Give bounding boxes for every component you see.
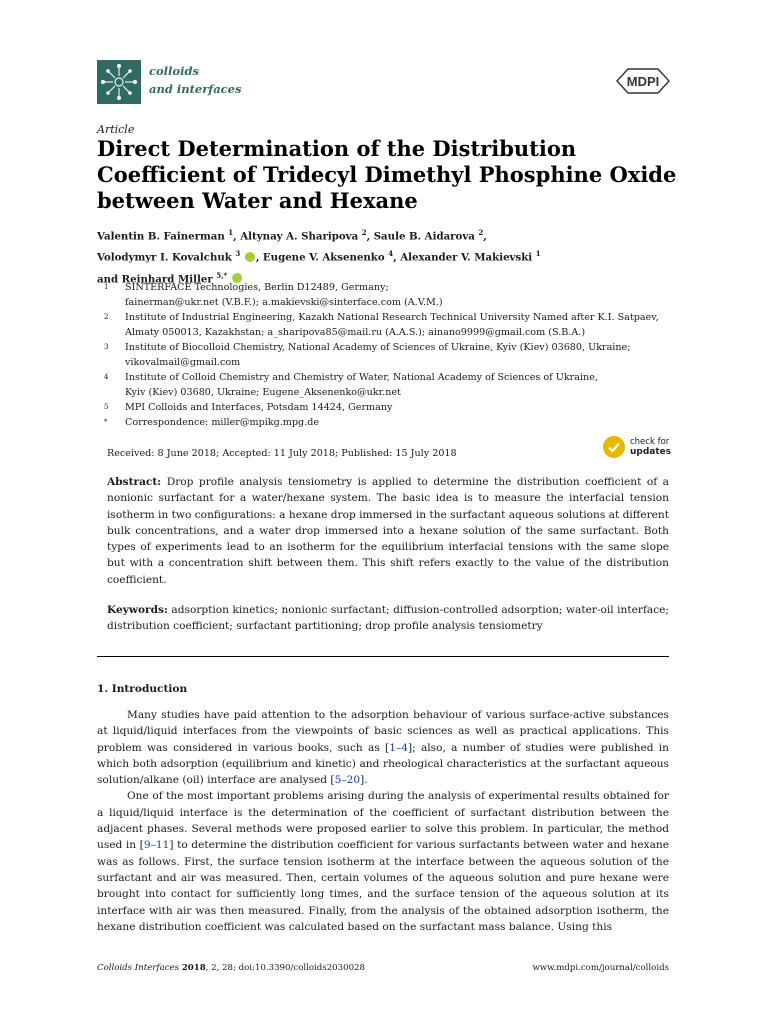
- affiliation-list: [104, 280, 674, 430]
- affiliation-text: [125, 415, 674, 430]
- paper-title: Direct Determination of the Distribution Coefficient of Tridecyl Dimethyl Phosphine Oxide between Water and Hexane: [97, 136, 677, 213]
- journal-name-line1: colloids: [149, 64, 199, 78]
- journal-logo: [97, 60, 141, 104]
- author-separator: ,: [393, 251, 401, 264]
- author-separator: ,: [366, 230, 374, 243]
- author-affiliation-marker: 2: [361, 228, 367, 237]
- paragraph-text: ]; also, a number of studies were published in which both adsorption (equilibrium and kinetic) and rheological characteristics at the surfactant aqueous solution/alkane (oil) interface are analysed [: [97, 741, 669, 787]
- check-updates-label: [630, 437, 671, 457]
- author-affiliation-marker: 2: [478, 228, 484, 237]
- footer-url[interactable]: www.mdpi.com/journal/colloids: [532, 963, 669, 973]
- affiliation-number: 5: [104, 403, 109, 411]
- abstract-text: Drop profile analysis tensiometry is applied to determine the distribution coefficient of a nonionic surfactant for a water/hexane system. The basic idea is to measure the interfacial tension isotherm in two configurations: a hexane drop immersed in the surfactant aqueous solutions at different bulk concentrations, and a water drop immersed into a hexane solution of the same surfactant. Both types of experiments lead to an isotherm for the equilibrium interfacial tensions with the same slope but with a concentration shift between them. This shift refers exactly to the value of the distribution coefficient.: [107, 476, 669, 586]
- affiliation-number: *: [104, 418, 108, 426]
- affiliation-line: Kyiv (Kiev) 03680, Ukraine; Eugene_Aksenenko@ukr.net: [125, 387, 401, 398]
- author-affiliation-marker: 3: [235, 249, 241, 259]
- affiliation-item: [104, 400, 674, 415]
- check-updates-line1: check for: [630, 437, 670, 447]
- affiliation-line: MPI Colloids and Interfaces, Potsdam 14424, Germany: [125, 402, 393, 413]
- article-type: Article: [97, 123, 135, 136]
- paragraph-text: One of the most important problems arising during the analysis of experimental results obtained for a liquid/liquid interface is the determination of the coefficient of surfactant distribution between the adjacent phases. Several methods were proposed earlier to solve this problem. In particular, the method used in [: [97, 790, 669, 852]
- affiliation-line: fainerman@ukr.net (V.B.F.); a.makievski@sinterface.com (A.V.M.): [125, 297, 443, 308]
- author-list: [97, 224, 677, 288]
- mdpi-logo: [616, 68, 670, 98]
- abstract-label: Abstract:: [107, 476, 162, 488]
- affiliation-item: [104, 340, 674, 370]
- footer-doi: , 2, 28; doi:10.3390/colloids2030028: [205, 963, 365, 973]
- author-affiliation-marker: 1: [228, 228, 234, 237]
- affiliation-text: [125, 280, 674, 310]
- keywords-label: Keywords:: [107, 604, 168, 616]
- citation-link[interactable]: 1–4: [389, 741, 408, 754]
- affiliation-text: [125, 310, 674, 340]
- affiliation-line: Almaty 050013, Kazakhstan; a_sharipova85@mail.ru (A.A.S.); ainano9999@gmail.com (S.B.A.): [125, 327, 586, 338]
- affiliation-item: [104, 415, 674, 430]
- section-divider: [97, 656, 669, 657]
- affiliation-line: vikovalmail@gmail.com: [125, 357, 241, 368]
- paragraph-text: Many studies have paid attention to the adsorption behaviour of various surface-active substances at liquid/liquid interfaces from the viewpoints of basic sciences as well as practical applications. This problem was considered in various books, such as [: [97, 709, 669, 754]
- affiliation-number: 4: [104, 373, 109, 381]
- affiliation-text: [125, 400, 674, 415]
- check-updates-icon: [603, 436, 625, 458]
- author-name: Eugene V. Aksenenko: [262, 251, 385, 264]
- author-affiliation-marker: 1: [535, 249, 541, 259]
- author-name: Alexander V. Makievski: [400, 251, 533, 264]
- author-name: Volodymyr I. Kovalchuk: [97, 251, 232, 264]
- affiliation-number: 3: [104, 343, 109, 351]
- affiliation-line: Institute of Biocolloid Chemistry, National Academy of Sciences of Ukraine, Kyiv (Kiev) 03680, Ukraine;: [125, 342, 631, 353]
- footer-citation: [97, 963, 365, 973]
- author-separator: ,: [233, 230, 241, 243]
- body-paragraph: [97, 707, 669, 788]
- check-for-updates-button[interactable]: [603, 436, 673, 460]
- author-name: and Reinhard Miller: [97, 273, 213, 286]
- keywords-text: adsorption kinetics; nonionic surfactant; diffusion-controlled adsorption; water-oil interface; distribution coefficient; surfactant partitioning; drop profile analysis tensiometry: [107, 604, 669, 633]
- affiliation-item: [104, 280, 674, 310]
- author-separator: ,: [255, 251, 263, 264]
- author-name: Altynay A. Sharipova: [240, 230, 359, 243]
- affiliation-line: Institute of Colloid Chemistry and Chemistry of Water, National Academy of Sciences of Ukraine,: [125, 372, 598, 383]
- keywords: [107, 602, 669, 635]
- affiliation-number: 1: [104, 283, 109, 291]
- author-separator: ,: [483, 230, 487, 243]
- mdpi-logo-text: MDPI: [626, 74, 660, 89]
- journal-name-line2: and interfaces: [149, 82, 242, 96]
- citation-link[interactable]: 5–20: [334, 774, 361, 787]
- affiliation-number: 2: [104, 313, 109, 321]
- check-updates-line2: updates: [630, 447, 672, 457]
- citation-link[interactable]: 9–11: [143, 839, 170, 852]
- author-name: Saule B. Aidarova: [373, 230, 475, 243]
- footer-year: 2018: [181, 963, 206, 973]
- body-paragraph: [97, 788, 669, 935]
- affiliation-text: [125, 370, 674, 400]
- author-affiliation-marker: 4: [388, 249, 394, 259]
- affiliation-line: SINTERFACE Technologies, Berlin D12489, Germany;: [125, 282, 389, 293]
- affiliation-line: Correspondence: miller@mpikg.mpg.de: [125, 417, 320, 428]
- paragraph-text: ] to determine the distribution coefficient for various surfactants between water and hexane was as follows. First, the surface tension isotherm at the interface between the aqueous solution of the surfactant and air was measured. Then, certain volumes of the aqueous solution and pure hexane were brought into contact for sufficiently long times, and the surface tension of the aqueous solution at its interface with air was then measured. Finally, from the analysis of the obtained adsorption isotherm, the hexane distribution coefficient was calculated based on the surfactant mass balance. Using this: [97, 839, 669, 933]
- affiliation-line: Institute of Industrial Engineering, Kazakh National Research Technical University Named after K.I. Satpaev,: [125, 312, 659, 323]
- affiliation-item: [104, 370, 674, 400]
- body-text: [97, 707, 669, 935]
- orcid-icon[interactable]: [245, 252, 255, 262]
- affiliation-text: [125, 340, 674, 370]
- affiliation-item: [104, 310, 674, 340]
- footer-journal: Colloids Interfaces: [97, 963, 180, 973]
- journal-name: [149, 62, 241, 98]
- abstract: [107, 474, 669, 588]
- publication-dates: Received: 8 June 2018; Accepted: 11 July 2018; Published: 15 July 2018: [107, 448, 457, 459]
- author-name: Valentin B. Fainerman: [97, 230, 225, 243]
- author-affiliation-marker: 5,*: [216, 270, 228, 280]
- section-heading: 1. Introduction: [97, 683, 188, 695]
- paragraph-text: ].: [360, 774, 368, 787]
